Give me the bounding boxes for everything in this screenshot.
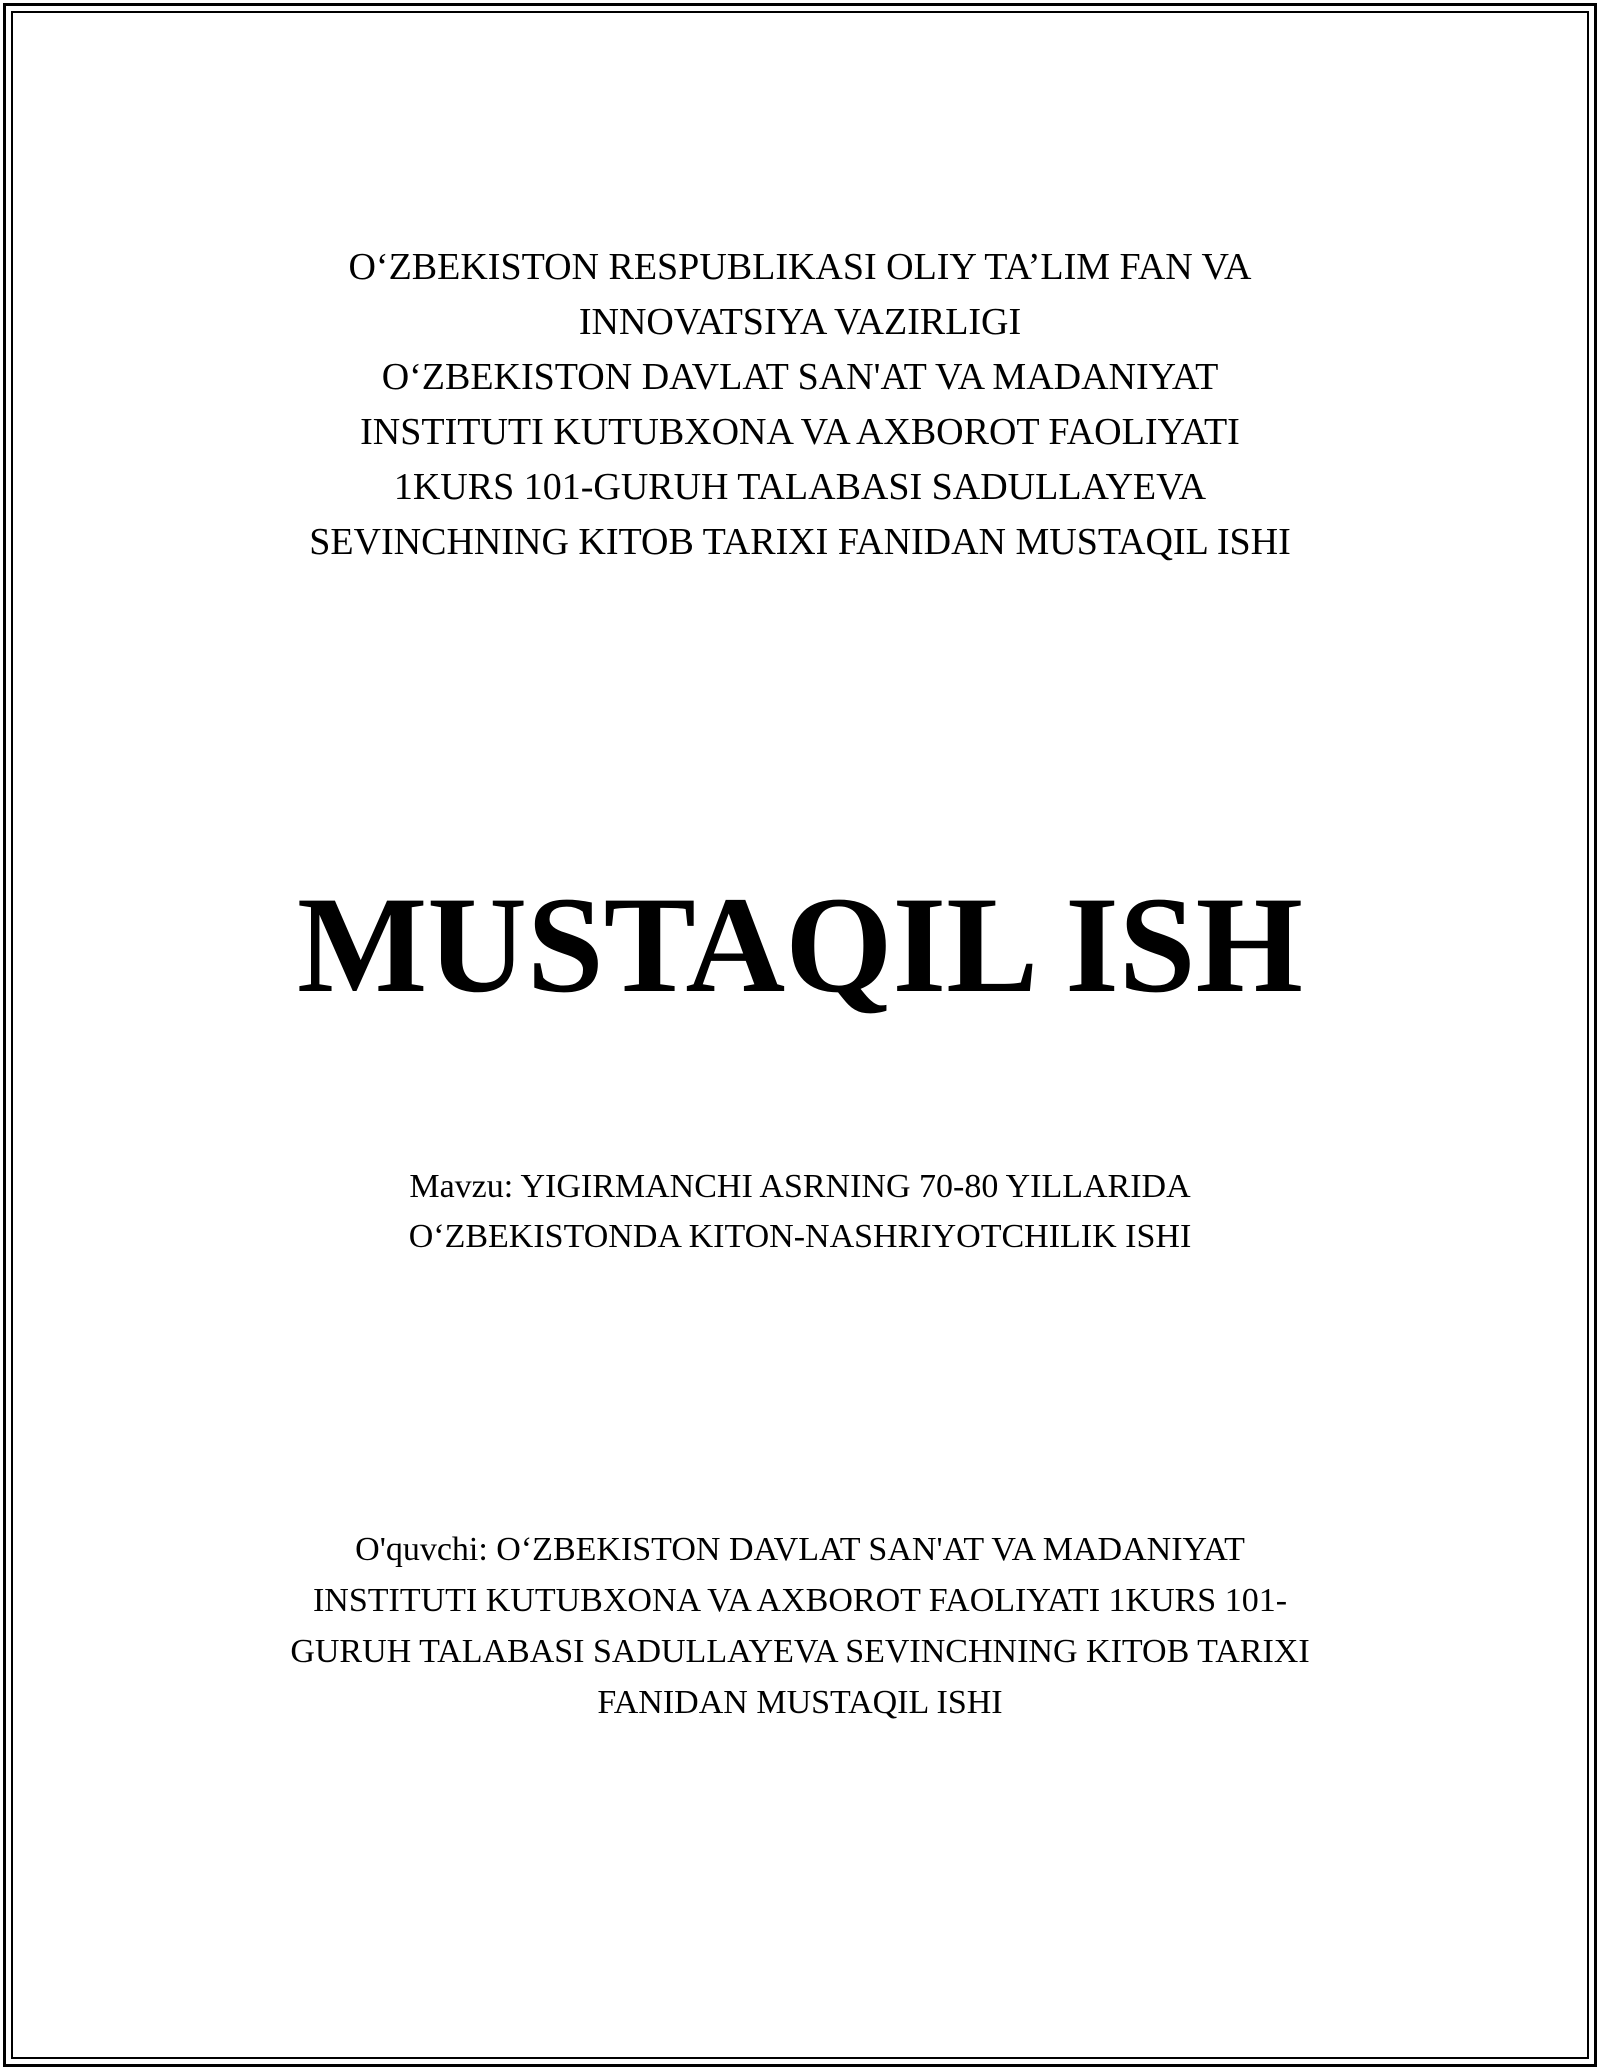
student-line: GURUH TALABASI SADULLAYEVA SEVINCHNING KITOB TARIXI — [290, 1633, 1310, 1670]
header-line: O‘ZBEKISTON RESPUBLIKASI OLIY TA’LIM FAN VA — [348, 246, 1252, 288]
ministry-header — [0, 240, 1600, 570]
student-block — [0, 1524, 1600, 1728]
header-line: O‘ZBEKISTON DAVLAT SAN'AT VA MADANIYAT — [381, 356, 1219, 398]
student-line: INSTITUTI KUTUBXONA VA AXBOROT FAOLIYATI 1KURS 101- — [312, 1582, 1288, 1619]
topic-block — [0, 1162, 1600, 1262]
header-line: SEVINCHNING KITOB TARIXI FANIDAN MUSTAQIL ISHI — [309, 521, 1291, 563]
header-line: INSTITUTI KUTUBXONA VA AXBOROT FAOLIYATI — [360, 411, 1240, 453]
student-line: FANIDAN MUSTAQIL ISHI — [597, 1684, 1003, 1721]
header-line: INNOVATSIYA VAZIRLIGI — [578, 301, 1022, 343]
topic-line: O‘ZBEKISTONDA KITON-NASHRIYOTCHILIK ISHI — [408, 1218, 1192, 1255]
topic-line: Mavzu: YIGIRMANCHI ASRNING 70-80 YILLARIDA — [409, 1168, 1191, 1205]
student-line: O'quvchi: O‘ZBEKISTON DAVLAT SAN'AT VA MADANIYAT — [355, 1531, 1245, 1568]
header-line: 1KURS 101-GURUH TALABASI SADULLAYEVA — [393, 466, 1207, 508]
document-title: MUSTAQIL ISH — [297, 868, 1303, 1021]
